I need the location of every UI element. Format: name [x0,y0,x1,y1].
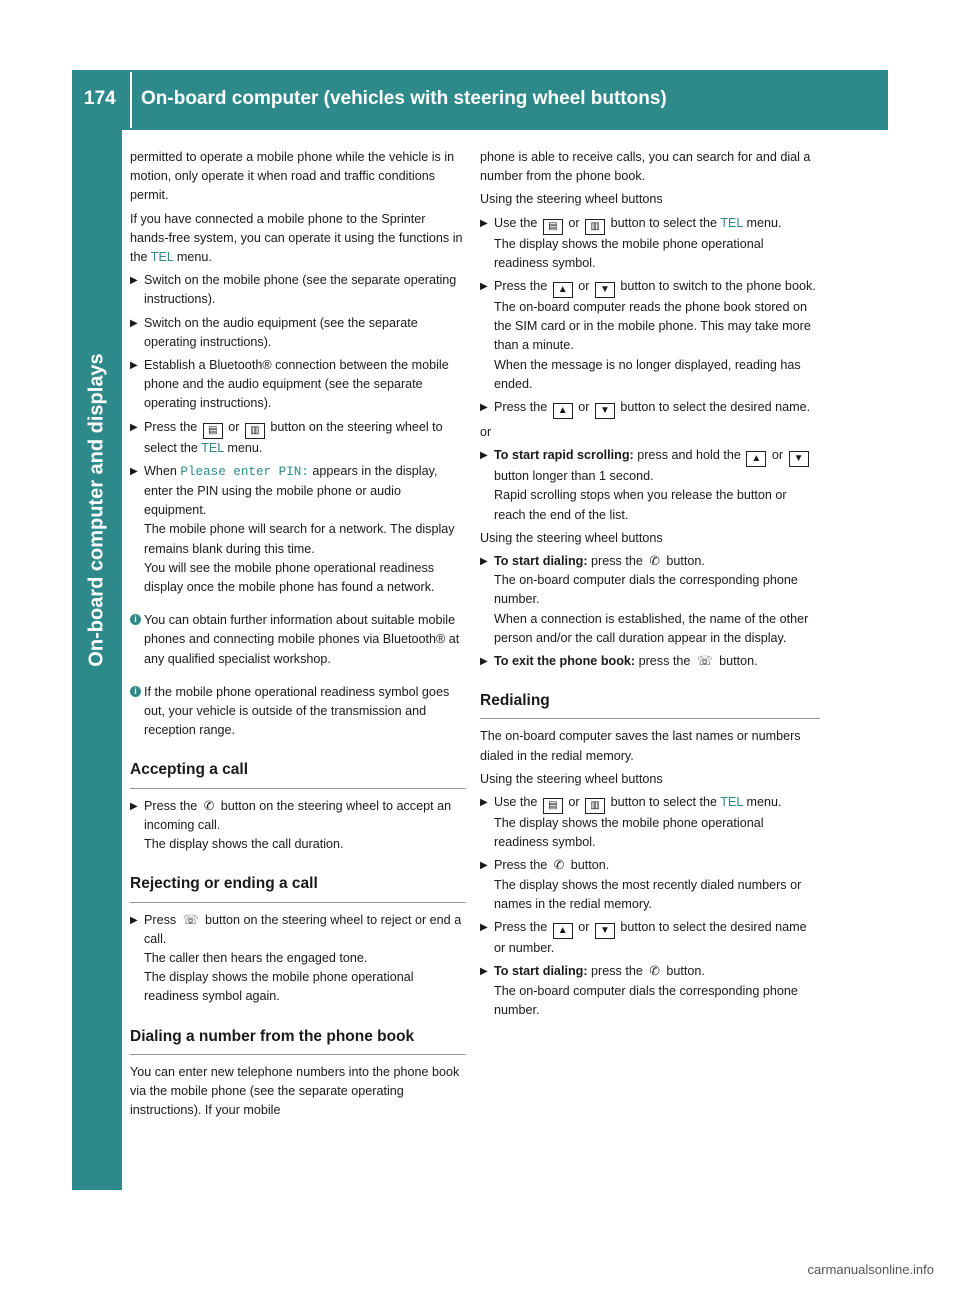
step-arrow-icon: ▶ [130,914,138,926]
paragraph: phone is able to receive calls, you can search for and dial a number from the phone book. [480,150,811,184]
step-arrow-icon: ▶ [130,275,138,287]
instruction-step: ▶ Press the ▤ or ▥ button on the steering wheel to select the TEL menu. [130,419,443,455]
paragraph: permitted to operate a mobile phone while the vehicle is in motion, only operate it when road and traffic conditions permit. [130,150,455,203]
phone-accept-icon: ✆ [553,858,565,873]
menu-back-icon: ▥ [585,798,605,814]
instruction-step: ▶ Switch on the audio equipment (see the separate operating instructions). [130,315,418,349]
instruction-step: ▶ Press the ✆ button. The display shows the most recently dialed numbers or names in the redial memory. [480,858,802,911]
phone-accept-icon: ✆ [649,964,660,979]
paragraph: or [480,425,492,440]
arrow-down-icon: ▼ [595,403,615,419]
arrow-up-icon: ▲ [746,451,766,467]
arrow-down-icon: ▼ [789,451,809,467]
watermark: carmanualsonline.info [807,1262,934,1277]
step-arrow-icon: ▶ [480,281,488,293]
step-arrow-icon: ▶ [480,556,488,568]
instruction-step: ▶ Press the ✆ button on the steering wheel to accept an incoming call. The display shows the call duration. [130,798,452,852]
page-title: On-board computer (vehicles with steering wheel buttons) [141,88,667,109]
menu-back-icon: ▥ [245,423,265,439]
menu-forward-icon: ▤ [543,798,563,814]
step-arrow-icon: ▶ [480,656,488,668]
step-arrow-icon: ▶ [130,317,138,329]
right-column [480,148,820,1024]
menu-forward-icon: ▤ [543,219,563,235]
menu-forward-icon: ▤ [203,423,223,439]
section-heading: Dialing a number from the phone book [130,1027,466,1055]
step-arrow-icon: ▶ [130,800,138,812]
arrow-down-icon: ▼ [595,282,615,298]
phone-end-icon: ☏ [182,912,199,927]
instruction-step: ▶ Use the ▤ or ▥ button to select the TEL menu. The display shows the mobile phone operational readiness symbol. [480,215,782,270]
instruction-step: ▶ When Please enter PIN: appears in the display, enter the PIN using the mobile phone or audio equipment. The mobile phone will search for a network. The display remains blank during this time. You will see the mobile phone operational readiness display once the mobile phone has found a network. [130,463,455,595]
instruction-step: ▶ Use the ▤ or ▥ button to select the TEL menu. The display shows the mobile phone operational readiness symbol. [480,795,782,850]
step-arrow-icon: ▶ [480,797,488,809]
paragraph: Using the steering wheel buttons [480,192,663,207]
header-divider [130,72,132,128]
section-heading: Accepting a call [130,760,466,788]
step-arrow-icon: ▶ [480,402,488,414]
info-note: i You can obtain further information about suitable mobile phones and connecting mobile phones via Bluetooth® at any qualified specialist workshop. [130,611,466,669]
step-arrow-icon: ▶ [480,450,488,462]
paragraph: If you have connected a mobile phone to the Sprinter hands-free system, you can operate it using the functions in the TEL menu. [130,211,463,265]
page-number: 174 [84,88,116,109]
instruction-step: ▶ Switch on the mobile phone (see the separate operating instructions). [130,273,457,307]
phone-end-icon: ☏ [696,654,713,669]
instruction-step: ▶ Press the ▲ or ▼ button to select the desired name or number. [480,920,807,956]
info-icon: i [130,686,141,697]
arrow-down-icon: ▼ [595,923,615,939]
section-heading: Redialing [480,691,820,719]
paragraph: You can enter new telephone numbers into the phone book via the mobile phone (see the separate operating instructions). If your mobile [130,1064,460,1118]
instruction-step: ▶ To start rapid scrolling: press and hold the ▲ or ▼ button longer than 1 second. Rapid scrolling stops when you release the button or reach the end of the list. [480,446,820,525]
tel-menu-word: TEL [150,250,174,265]
arrow-up-icon: ▲ [553,403,573,419]
paragraph: Using the steering wheel buttons [480,530,663,545]
instruction-step: ▶ Press the ▲ or ▼ button to switch to the phone book. The on-board computer reads the phone book stored on the SIM card or in the mobile phone. This may take more than a minute. When the message is no longer displayed, reading has ended. [480,279,816,391]
info-note: i If the mobile phone operational readiness symbol goes out, your vehicle is outside of the transmission and reception range. [130,683,466,741]
step-arrow-icon: ▶ [480,860,488,872]
step-arrow-icon: ▶ [130,360,138,372]
instruction-step: ▶ Press ☏ button on the steering wheel to reject or end a call. The caller then hears the engaged tone. The display shows the mobile phone operational readiness symbol again. [130,912,462,1004]
side-label-text: On-board computer and displays [85,353,108,667]
menu-back-icon: ▥ [585,219,605,235]
phone-accept-icon: ✆ [203,798,215,813]
instruction-step: ▶ Press the ▲ or ▼ button to select the desired name. [480,398,820,419]
instruction-step: ▶ To start dialing: press the ✆ button. The on-board computer dials the corresponding phone number. [480,964,798,1017]
step-arrow-icon: ▶ [130,421,138,433]
instruction-step: ▶ To exit the phone book: press the ☏ button. [480,652,820,671]
instruction-step: ▶ Establish a Bluetooth® connection between the mobile phone and the audio equipment (see the separate operating instructions). [130,358,449,411]
step-arrow-icon: ▶ [480,966,488,978]
paragraph: Using the steering wheel buttons [480,771,663,786]
step-arrow-icon: ▶ [480,922,488,934]
info-icon: i [130,614,141,625]
arrow-up-icon: ▲ [553,282,573,298]
step-arrow-icon: ▶ [130,465,138,477]
instruction-step: ▶ To start dialing: press the ✆ button. The on-board computer dials the corresponding phone number. When a connection is established, the name of the other person and/or the call duration appear in the display. [480,554,809,645]
left-column [130,148,466,1124]
phone-accept-icon: ✆ [649,554,660,569]
step-arrow-icon: ▶ [480,217,488,229]
arrow-up-icon: ▲ [553,923,573,939]
pin-prompt: Please enter PIN: [180,464,309,479]
section-heading: Rejecting or ending a call [130,874,466,902]
paragraph: The on-board computer saves the last names or numbers dialed in the redial memory. [480,729,801,763]
